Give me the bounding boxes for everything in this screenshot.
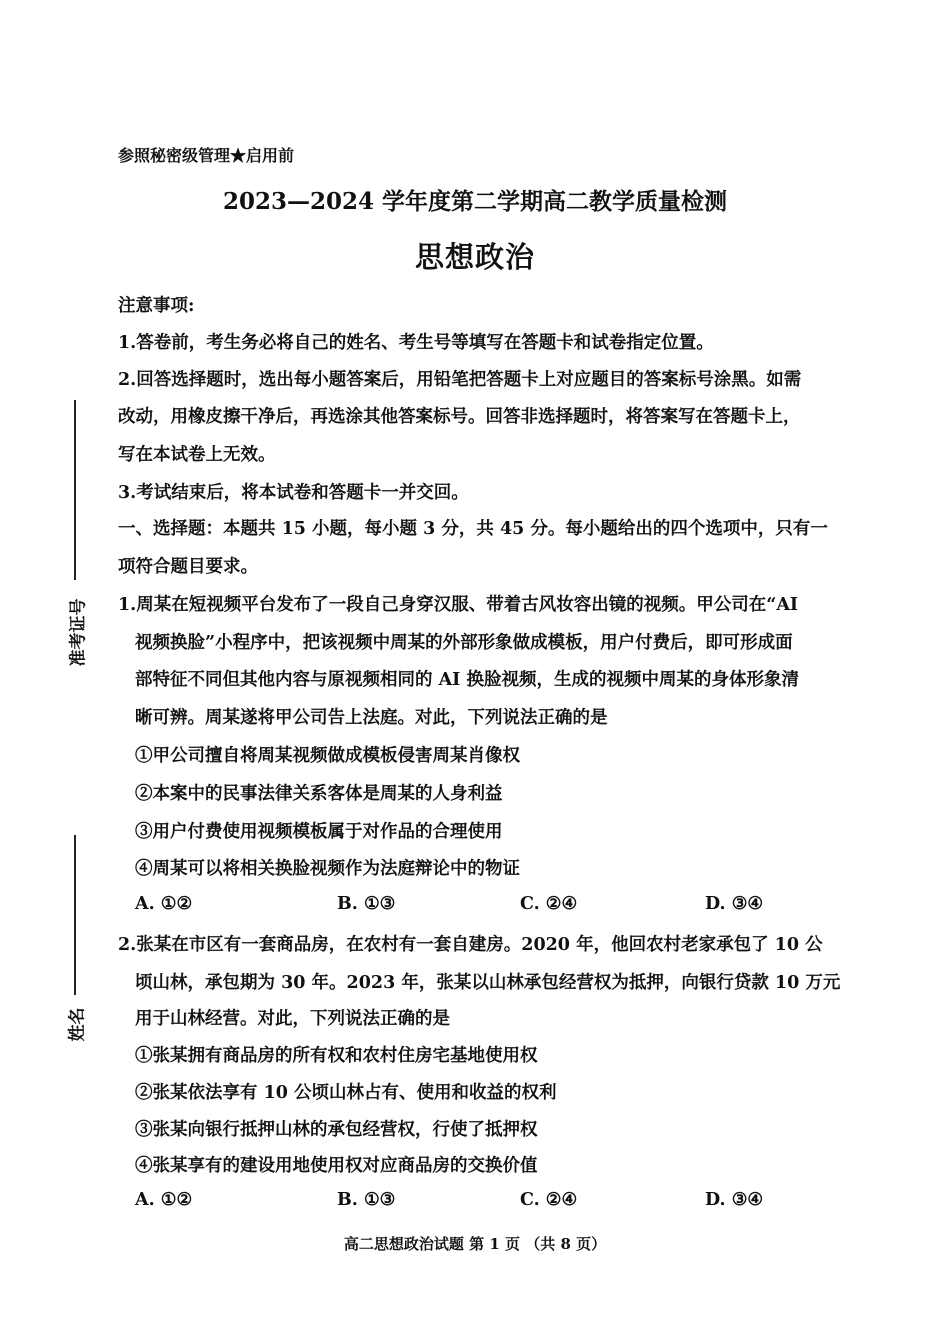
note-1: 1.答卷前，考生务必将自己的姓名、考生号等填写在答题卡和试卷指定位置。 (118, 333, 714, 353)
q1-statement-3: ③用户付费使用视频模板属于对作品的合理使用 (135, 822, 503, 842)
q2-stem-line-2: 顷山林，承包期为 30 年。2023 年，张某以山林承包经营权为抵押，向银行贷款 10 万元 (135, 973, 841, 993)
q1-stem-line-4: 晰可辨。周某遂将甲公司告上法庭。对此，下列说法正确的是 (135, 708, 608, 728)
q1-stem-line-1: 1.周某在短视频平台发布了一段自己身穿汉服、带着古风妆容出镜的视频。甲公司在“AI (118, 595, 799, 615)
exam-id-underline-top (74, 400, 76, 580)
subject-title: 思想政治 (414, 240, 535, 274)
note-2-line-2: 改动，用橡皮擦干净后，再选涂其他答案标号。回答非选择题时，将答案写在答题卡上， (118, 407, 801, 427)
q2-statement-2: ②张某依法享有 10 公顷山林占有、使用和收益的权利 (135, 1083, 557, 1103)
name-label: 姓名 (67, 1007, 88, 1042)
name-underline (74, 835, 76, 995)
q1-option-d: D. ③④ (705, 894, 764, 914)
q2-stem-line-1: 2.张某在市区有一套商品房，在农村有一套自建房。2020 年，他回农村老家承包了 10 公 (118, 935, 823, 955)
q1-statement-2: ②本案中的民事法律关系客体是周某的人身利益 (135, 784, 503, 804)
q2-statement-1: ①张某拥有商品房的所有权和农村住房宅基地使用权 (135, 1046, 538, 1066)
q1-stem-line-2: 视频换脸”小程序中，把该视频中周某的外部形象做成模板，用户付费后，即可形成面 (135, 633, 793, 653)
q1-stem-line-3: 部特征不同但其他内容与原视频相同的 AI 换脸视频，生成的视频中周某的身体形象清 (135, 670, 799, 690)
q2-option-b: B. ①③ (337, 1190, 396, 1210)
q2-option-d: D. ③④ (705, 1190, 764, 1210)
notes-heading: 注意事项: (118, 296, 195, 316)
note-2-line-3: 写在本试卷上无效。 (118, 445, 276, 465)
note-3: 3.考试结束后，将本试卷和答题卡一并交回。 (118, 483, 469, 503)
section-heading-line-1: 一、选择题：本题共 15 小题，每小题 3 分，共 45 分。每小题给出的四个选项中，只有一 (118, 519, 828, 539)
section-heading-line-2: 项符合题目要求。 (118, 557, 258, 577)
q1-statement-1: ①甲公司擅自将周某视频做成模板侵害周某肖像权 (135, 746, 520, 766)
q2-statement-4: ④张某享有的建设用地使用权对应商品房的交换价值 (135, 1156, 538, 1176)
q2-stem-line-3: 用于山林经营。对此，下列说法正确的是 (135, 1009, 450, 1029)
note-2-line-1: 2.回答选择题时，选出每小题答案后，用铅笔把答题卡上对应题目的答案标号涂黑。如需 (118, 370, 802, 390)
q2-option-a: A. ①② (135, 1190, 193, 1210)
q2-statement-3: ③张某向银行抵押山林的承包经营权，行使了抵押权 (135, 1120, 538, 1140)
q1-option-a: A. ①② (135, 894, 193, 914)
q1-statement-4: ④周某可以将相关换脸视频作为法庭辩论中的物证 (135, 859, 520, 879)
q1-option-c: C. ②④ (520, 894, 578, 914)
exam-title: 2023—2024 学年度第二学期高二教学质量检测 (222, 188, 728, 215)
q2-option-c: C. ②④ (520, 1190, 578, 1210)
exam-id-label: 准考证号 (68, 598, 89, 667)
page-footer: 高二思想政治试题 第 1 页 （共 8 页） (343, 1235, 607, 1253)
q1-option-b: B. ①③ (337, 894, 396, 914)
secret-level-note: 参照秘密级管理★启用前 (118, 146, 295, 165)
